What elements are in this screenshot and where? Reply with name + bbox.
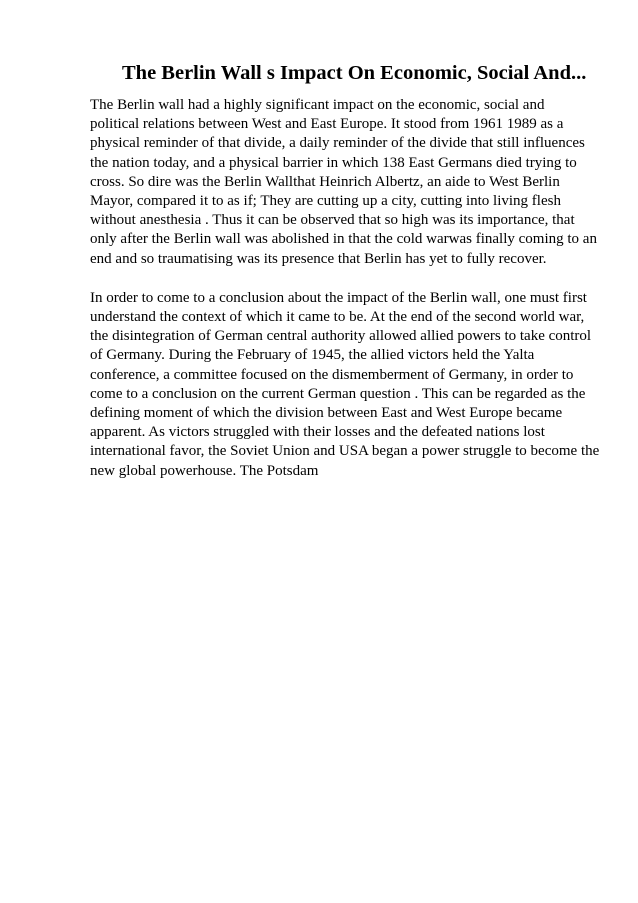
paragraph-line: of Germany. During the February of 1945, the allied victors held the Yalta [90, 347, 535, 364]
paragraph-line: apparent. As victors struggled with their losses and the defeated nations lost [90, 424, 545, 441]
paragraph-line: cross. So dire was the Berlin Wallthat Heinrich Albertz, an aide to West Berlin [90, 173, 560, 190]
paragraph-line: physical reminder of that divide, a daily reminder of the divide that still influences [90, 135, 585, 152]
paragraph-1 [90, 96, 597, 269]
paragraph-line: understand the context of which it came to be. At the end of the second world war, [90, 309, 585, 326]
paragraph-line: come to a conclusion on the current German question . This can be regarded as the [90, 385, 586, 402]
paragraph-line: The Berlin wall had a highly significant impact on the economic, social and [90, 97, 545, 113]
paragraph-line: Mayor, compared it to as if; They are cutting up a city, cutting into living flesh [90, 193, 561, 210]
paragraph-line: end and so traumatising was its presence that Berlin has yet to fully recover. [90, 250, 547, 267]
paragraph-line: the nation today, and a physical barrier in which 138 East Germans died trying to [90, 154, 577, 171]
paragraph-2 [90, 289, 600, 481]
paragraph-line: the disintegration of German central authority allowed allied powers to take control [90, 328, 592, 345]
paragraph-line: In order to come to a conclusion about the impact of the Berlin wall, one must first [90, 289, 587, 306]
paragraph-line: only after the Berlin wall was abolished in that the cold warwas finally coming to an [90, 231, 597, 248]
paragraph-line: political relations between West and East Europe. It stood from 1961 1989 as a [90, 116, 564, 133]
paragraph-line: international favor, the Soviet Union and USA began a power struggle to become the [90, 443, 600, 460]
paragraph-line: new global powerhouse. The Potsdam [90, 462, 319, 479]
document-title: The Berlin Wall s Impact On Economic, Social And... [122, 62, 587, 84]
paragraph-line: without anesthesia . Thus it can be observed that so high was its importance, that [90, 212, 575, 229]
paragraph-line: defining moment of which the division between East and West Europe became [90, 405, 563, 422]
paragraph-line: conference, a committee focused on the dismemberment of Germany, in order to [90, 366, 574, 383]
document-body [90, 96, 600, 501]
